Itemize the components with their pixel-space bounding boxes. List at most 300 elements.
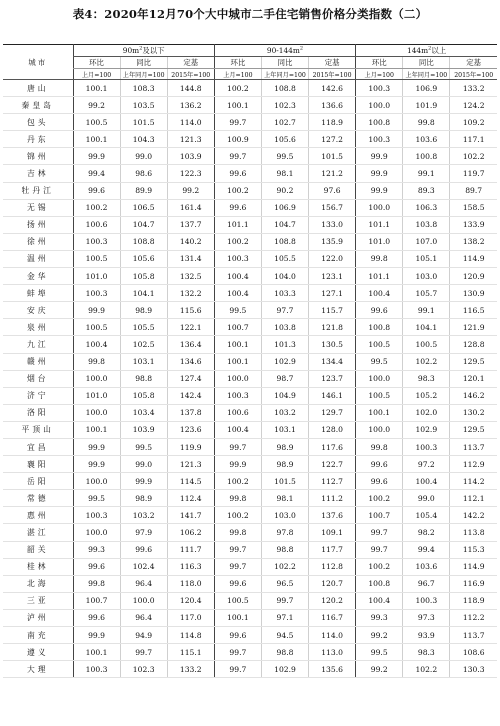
index-value: 116.5 [450, 302, 497, 319]
index-value: 112.1 [450, 490, 497, 507]
index-value: 103.0 [403, 268, 450, 285]
city-name: 惠州 [3, 507, 73, 524]
index-value: 99.7 [214, 558, 261, 575]
index-value: 103.5 [120, 97, 167, 114]
city-name: 赣州 [3, 353, 73, 370]
index-value: 127.1 [309, 285, 356, 302]
table-row [3, 609, 497, 626]
area-group-header-small: $90m^2$及以下 [73, 45, 214, 57]
index-value: 142.4 [167, 387, 214, 404]
index-value: 136.4 [167, 336, 214, 353]
table-row [3, 644, 497, 661]
index-value: 102.2 [261, 558, 308, 575]
index-value: 102.3 [261, 97, 308, 114]
index-value: 99.0 [403, 490, 450, 507]
index-value: 136.2 [167, 97, 214, 114]
table-title: 表4：2020年12月70个大中城市二手住宅销售价格分类指数（二） [72, 7, 428, 21]
index-value: 101.1 [356, 268, 403, 285]
base-header: 2015年=100 [450, 69, 497, 80]
index-value: 130.9 [450, 285, 497, 302]
table-row [3, 165, 497, 182]
index-value: 99.7 [214, 661, 261, 678]
city-name: 吉林 [3, 165, 73, 182]
index-value: 136.6 [309, 97, 356, 114]
index-value: 98.6 [120, 165, 167, 182]
index-value: 99.9 [73, 456, 120, 473]
index-value: 99.8 [356, 250, 403, 267]
index-value: 129.7 [309, 404, 356, 421]
index-value: 100.0 [356, 97, 403, 114]
index-value: 99.7 [214, 114, 261, 131]
index-value: 146.1 [309, 387, 356, 404]
index-value: 99.9 [73, 438, 120, 455]
index-value: 99.5 [120, 438, 167, 455]
index-value: 112.2 [450, 609, 497, 626]
index-value: 122.3 [167, 165, 214, 182]
index-value: 114.0 [167, 114, 214, 131]
index-value: 100.4 [214, 285, 261, 302]
index-value: 101.0 [73, 387, 120, 404]
index-value: 100.3 [403, 438, 450, 455]
index-value: 99.7 [356, 524, 403, 541]
index-value: 120.7 [309, 575, 356, 592]
index-value: 115.1 [167, 644, 214, 661]
index-value: 106.5 [120, 199, 167, 216]
index-value: 100.1 [73, 80, 120, 97]
index-value: 100.5 [73, 319, 120, 336]
comparison-header: 定基 [167, 57, 214, 69]
index-value: 100.7 [73, 592, 120, 609]
index-value: 98.7 [261, 370, 308, 387]
index-value: 100.0 [356, 199, 403, 216]
index-value: 96.5 [261, 575, 308, 592]
index-value: 104.0 [261, 268, 308, 285]
table-row [3, 370, 497, 387]
index-value: 101.0 [73, 268, 120, 285]
index-value: 100.3 [73, 233, 120, 250]
index-value: 117.6 [309, 438, 356, 455]
index-value: 100.8 [356, 319, 403, 336]
index-value: 114.5 [167, 473, 214, 490]
index-value: 102.2 [403, 353, 450, 370]
index-value: 98.1 [261, 490, 308, 507]
header-row-area-groups [3, 45, 497, 57]
index-value: 146.2 [450, 387, 497, 404]
index-value: 142.6 [309, 80, 356, 97]
index-value: 115.6 [167, 302, 214, 319]
index-value: 99.0 [120, 148, 167, 165]
index-value: 102.3 [120, 661, 167, 678]
index-value: 103.1 [120, 353, 167, 370]
index-value: 102.4 [120, 558, 167, 575]
city-name: 韶关 [3, 541, 73, 558]
index-value: 133.9 [450, 216, 497, 233]
index-value: 100.2 [214, 507, 261, 524]
city-name: 洛阳 [3, 404, 73, 421]
index-value: 114.9 [450, 558, 497, 575]
index-value: 105.5 [261, 250, 308, 267]
index-value: 102.2 [403, 661, 450, 678]
index-value: 105.5 [120, 319, 167, 336]
index-value: 103.8 [403, 216, 450, 233]
index-value: 99.2 [356, 661, 403, 678]
index-value: 89.7 [450, 182, 497, 199]
index-value: 100.0 [356, 370, 403, 387]
index-value: 133.2 [450, 80, 497, 97]
comparison-header: 定基 [450, 57, 497, 69]
index-value: 100.3 [214, 250, 261, 267]
index-value: 99.6 [73, 609, 120, 626]
index-value: 121.3 [167, 131, 214, 148]
city-name: 北海 [3, 575, 73, 592]
index-value: 105.7 [403, 285, 450, 302]
index-value: 97.2 [403, 456, 450, 473]
index-value: 123.6 [167, 421, 214, 438]
index-value: 100.5 [214, 592, 261, 609]
index-value: 99.9 [356, 165, 403, 182]
index-value: 119.9 [167, 438, 214, 455]
city-name: 遵义 [3, 644, 73, 661]
index-value: 134.4 [309, 353, 356, 370]
index-value: 100.3 [73, 285, 120, 302]
city-name: 三亚 [3, 592, 73, 609]
index-value: 99.9 [73, 627, 120, 644]
table-row [3, 319, 497, 336]
index-value: 99.6 [214, 575, 261, 592]
index-value: 100.7 [356, 507, 403, 524]
table-row [3, 131, 497, 148]
index-value: 99.6 [214, 165, 261, 182]
index-value: 119.7 [450, 165, 497, 182]
index-value: 121.3 [167, 456, 214, 473]
table-row [3, 114, 497, 131]
city-name: 锦州 [3, 148, 73, 165]
table-row [3, 592, 497, 609]
table-row [3, 285, 497, 302]
index-value: 101.1 [214, 216, 261, 233]
index-value: 108.6 [450, 644, 497, 661]
index-value: 102.7 [261, 114, 308, 131]
index-value: 103.0 [261, 507, 308, 524]
index-value: 100.5 [403, 336, 450, 353]
index-value: 100.8 [356, 114, 403, 131]
index-value: 99.4 [73, 165, 120, 182]
index-value: 99.9 [214, 456, 261, 473]
index-value: 127.2 [309, 131, 356, 148]
index-value: 109.2 [450, 114, 497, 131]
index-value: 130.5 [309, 336, 356, 353]
index-value: 101.9 [403, 97, 450, 114]
index-value: 99.3 [356, 609, 403, 626]
city-name: 秦皇岛 [3, 97, 73, 114]
index-value: 100.1 [73, 421, 120, 438]
index-value: 118.9 [450, 592, 497, 609]
index-value: 100.0 [214, 370, 261, 387]
index-value: 112.4 [167, 490, 214, 507]
table-row [3, 404, 497, 421]
index-value: 98.8 [120, 370, 167, 387]
header-row-base [3, 69, 497, 80]
index-value: 103.2 [261, 404, 308, 421]
header-row-comparison [3, 57, 497, 69]
index-value: 100.1 [73, 644, 120, 661]
table-row [3, 199, 497, 216]
index-value: 108.8 [261, 80, 308, 97]
city-name: 南充 [3, 627, 73, 644]
index-value: 118.9 [309, 114, 356, 131]
index-value: 98.8 [261, 644, 308, 661]
index-value: 100.0 [73, 370, 120, 387]
index-value: 97.1 [261, 609, 308, 626]
index-value: 99.8 [403, 114, 450, 131]
index-value: 99.7 [214, 438, 261, 455]
index-value: 98.9 [120, 302, 167, 319]
index-value: 99.5 [73, 490, 120, 507]
index-value: 97.9 [120, 524, 167, 541]
index-value: 138.2 [450, 233, 497, 250]
index-value: 100.2 [73, 199, 120, 216]
base-header: 上年同月=100 [403, 69, 450, 80]
index-value: 99.5 [214, 302, 261, 319]
index-value: 99.2 [167, 182, 214, 199]
table-row [3, 541, 497, 558]
index-value: 120.2 [309, 592, 356, 609]
index-value: 93.9 [403, 627, 450, 644]
table-row [3, 456, 497, 473]
index-value: 97.3 [403, 609, 450, 626]
index-value: 104.3 [120, 131, 167, 148]
index-value: 100.0 [73, 473, 120, 490]
index-value: 101.1 [356, 216, 403, 233]
index-value: 107.0 [403, 233, 450, 250]
base-header: 上月=100 [214, 69, 261, 80]
index-value: 100.2 [214, 80, 261, 97]
table-row [3, 490, 497, 507]
index-value: 100.4 [214, 268, 261, 285]
index-value: 100.3 [214, 387, 261, 404]
city-name: 丹东 [3, 131, 73, 148]
index-value: 100.8 [356, 575, 403, 592]
index-value: 133.2 [167, 661, 214, 678]
index-value: 99.8 [356, 438, 403, 455]
table-row [3, 524, 497, 541]
index-value: 105.4 [403, 507, 450, 524]
area-group-header-large: $144m^2$以上 [356, 45, 497, 57]
index-value: 121.9 [450, 319, 497, 336]
city-name: 襄阳 [3, 456, 73, 473]
table-row [3, 387, 497, 404]
city-name: 包头 [3, 114, 73, 131]
index-value: 122.7 [309, 456, 356, 473]
index-value: 89.9 [120, 182, 167, 199]
city-name: 泉州 [3, 319, 73, 336]
table-row [3, 507, 497, 524]
index-value: 102.0 [403, 404, 450, 421]
comparison-header: 同比 [403, 57, 450, 69]
index-value: 90.2 [261, 182, 308, 199]
index-value: 96.4 [120, 575, 167, 592]
index-value: 100.3 [403, 592, 450, 609]
index-value: 106.3 [403, 199, 450, 216]
city-name: 宜昌 [3, 438, 73, 455]
index-value: 96.7 [403, 575, 450, 592]
city-name: 大理 [3, 661, 73, 678]
index-value: 121.2 [309, 165, 356, 182]
index-value: 99.9 [73, 302, 120, 319]
city-name: 岳阳 [3, 473, 73, 490]
index-value: 100.6 [214, 404, 261, 421]
index-value: 100.5 [73, 250, 120, 267]
index-value: 104.7 [261, 216, 308, 233]
table-row [3, 216, 497, 233]
index-value: 100.9 [214, 131, 261, 148]
city-name: 济宁 [3, 387, 73, 404]
index-value: 99.9 [120, 473, 167, 490]
index-value: 135.6 [309, 661, 356, 678]
index-value: 98.3 [403, 644, 450, 661]
table-row [3, 80, 497, 97]
city-name: 唐山 [3, 80, 73, 97]
index-value: 103.8 [261, 319, 308, 336]
index-value: 99.5 [261, 148, 308, 165]
index-value: 99.7 [214, 541, 261, 558]
price-index-table [3, 44, 497, 678]
index-value: 113.8 [450, 524, 497, 541]
index-value: 99.7 [356, 541, 403, 558]
index-value: 99.6 [120, 541, 167, 558]
base-header: 上年同月=100 [120, 69, 167, 80]
index-value: 99.6 [356, 302, 403, 319]
index-value: 99.1 [403, 165, 450, 182]
index-value: 98.9 [261, 456, 308, 473]
index-value: 113.7 [450, 627, 497, 644]
city-name: 常德 [3, 490, 73, 507]
index-value: 101.3 [261, 336, 308, 353]
index-value: 104.1 [403, 319, 450, 336]
index-value: 103.2 [120, 507, 167, 524]
index-value: 130.3 [450, 661, 497, 678]
index-value: 99.8 [73, 575, 120, 592]
city-name: 无锡 [3, 199, 73, 216]
index-value: 103.9 [120, 421, 167, 438]
comparison-header: 同比 [120, 57, 167, 69]
index-value: 108.8 [261, 233, 308, 250]
index-value: 100.3 [356, 80, 403, 97]
index-value: 105.6 [120, 250, 167, 267]
index-value: 109.1 [309, 524, 356, 541]
table-row [3, 250, 497, 267]
table-row [3, 661, 497, 678]
index-value: 100.4 [214, 421, 261, 438]
index-value: 113.7 [450, 438, 497, 455]
index-value: 99.9 [73, 148, 120, 165]
index-value: 137.8 [167, 404, 214, 421]
index-value: 105.8 [120, 387, 167, 404]
index-value: 108.3 [120, 80, 167, 97]
table-row [3, 336, 497, 353]
city-column-header: 城市 [3, 45, 73, 80]
city-name: 泸州 [3, 609, 73, 626]
index-value: 97.8 [261, 524, 308, 541]
base-header: 上月=100 [73, 69, 120, 80]
index-value: 103.1 [261, 421, 308, 438]
index-value: 100.2 [356, 558, 403, 575]
index-value: 103.9 [167, 148, 214, 165]
index-value: 132.2 [167, 285, 214, 302]
index-value: 99.4 [403, 541, 450, 558]
table-row [3, 558, 497, 575]
index-value: 122.1 [167, 319, 214, 336]
index-value: 100.1 [214, 97, 261, 114]
table-row [3, 97, 497, 114]
base-header: 2015年=100 [167, 69, 214, 80]
index-value: 99.0 [120, 456, 167, 473]
index-value: 120.4 [167, 592, 214, 609]
index-value: 99.9 [356, 182, 403, 199]
index-value: 114.8 [167, 627, 214, 644]
index-value: 112.7 [309, 473, 356, 490]
index-value: 102.9 [403, 421, 450, 438]
index-value: 99.2 [356, 627, 403, 644]
index-value: 133.0 [309, 216, 356, 233]
index-value: 128.0 [309, 421, 356, 438]
comparison-header: 环比 [214, 57, 261, 69]
index-value: 100.1 [214, 353, 261, 370]
index-value: 99.8 [73, 353, 120, 370]
index-value: 100.6 [73, 216, 120, 233]
index-value: 100.4 [73, 336, 120, 353]
index-value: 100.2 [214, 233, 261, 250]
table-row [3, 473, 497, 490]
index-value: 99.7 [120, 644, 167, 661]
index-value: 100.2 [356, 490, 403, 507]
base-header: 上年同月=100 [261, 69, 308, 80]
table-row [3, 438, 497, 455]
comparison-header: 同比 [261, 57, 308, 69]
city-name: 金华 [3, 268, 73, 285]
index-value: 100.0 [73, 404, 120, 421]
city-name: 安庆 [3, 302, 73, 319]
index-value: 121.8 [309, 319, 356, 336]
index-value: 124.2 [450, 97, 497, 114]
index-value: 106.9 [261, 199, 308, 216]
city-name: 湛江 [3, 524, 73, 541]
index-value: 115.3 [450, 541, 497, 558]
index-value: 118.0 [167, 575, 214, 592]
index-value: 98.3 [403, 370, 450, 387]
index-value: 102.9 [261, 661, 308, 678]
index-value: 104.9 [261, 387, 308, 404]
city-name: 牡丹江 [3, 182, 73, 199]
index-value: 100.4 [356, 285, 403, 302]
index-value: 94.5 [261, 627, 308, 644]
table-row [3, 233, 497, 250]
table-row [3, 148, 497, 165]
city-name: 九江 [3, 336, 73, 353]
area-group-header-medium: $90-144m^2$ [214, 45, 355, 57]
index-value: 101.5 [309, 148, 356, 165]
table-row [3, 353, 497, 370]
index-value: 99.6 [73, 558, 120, 575]
index-value: 98.9 [261, 438, 308, 455]
index-value: 120.9 [450, 268, 497, 285]
index-value: 131.4 [167, 250, 214, 267]
index-value: 103.6 [403, 558, 450, 575]
index-value: 135.9 [309, 233, 356, 250]
index-value: 114.9 [450, 250, 497, 267]
index-value: 101.5 [261, 473, 308, 490]
index-value: 99.7 [261, 592, 308, 609]
